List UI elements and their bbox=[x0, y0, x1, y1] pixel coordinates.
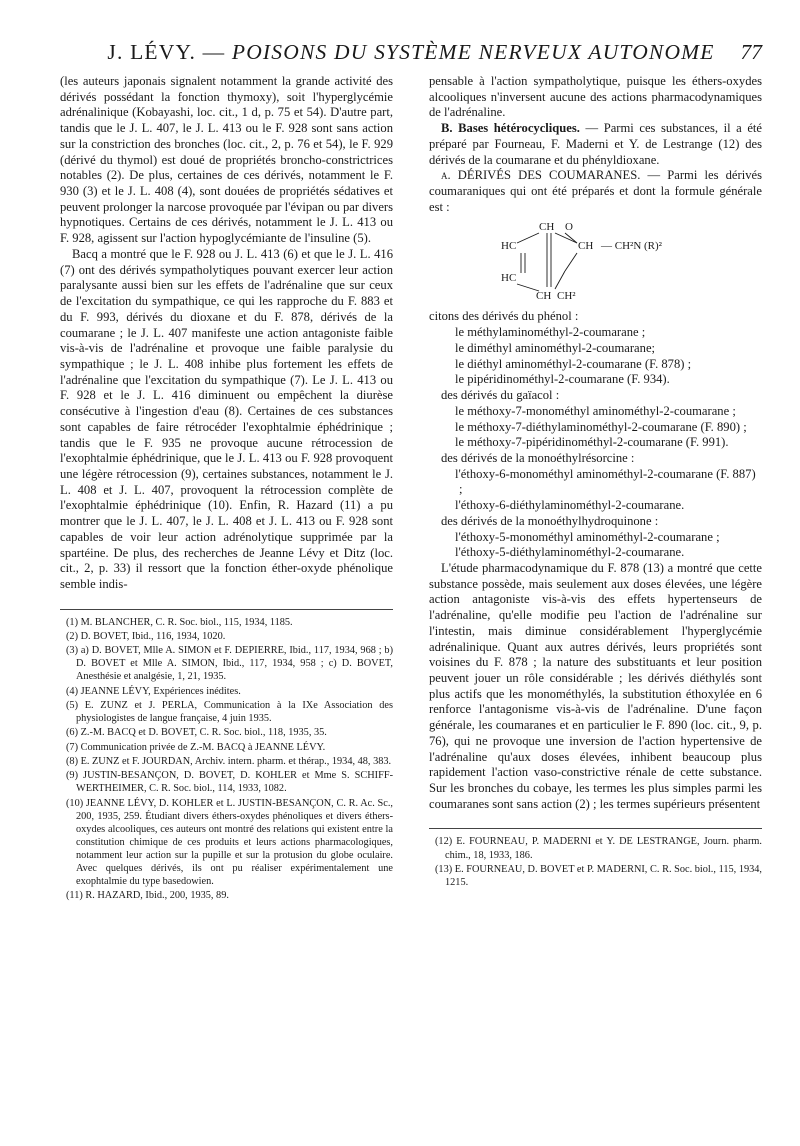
formula-hc-left: HC bbox=[501, 240, 517, 253]
right-column bbox=[429, 74, 762, 904]
right-body-text bbox=[429, 74, 762, 215]
list-item: le méthylaminométhyl-2-coumarane ; bbox=[455, 325, 646, 340]
footnote-11: (11) R. HAZARD, Ibid., 200, 1935, 89. bbox=[66, 890, 229, 902]
list-item: l'éthoxy-6-monométhyl aminométhyl-2-coumarane (F. 887) ; bbox=[455, 466, 756, 497]
left-paragraph-2: Bacq a montré que le F. 928 ou J. L. 413 (6) et que le J. L. 416 (7) ont des dérivés sympatholytiques pouvant exercer leur action paralysante aussi bien sur les effets de l'adrénaline que sur ceux de l'excitation du sympathique, ce qui les rapproche du F. 883 et du F. 993, dérivés du dioxane et du F. 878, dérivés de la coumarane ; le J. L. 407 manifeste une action antagoniste faible vis-à-vis de l'adrénaline et provoque une faible paralysie du sympathique ; le J. L. 408 inhibe plus fortement les effets de l'adrénaline que l'excitation du sympathique (7). Le J. L. 413 ou F. 928 et le J. L. 416 diminuent ou empêchent la diurèse consécutive à l'ingestion d'eau (8). Certaines de ces substances sont capables de faire rétrocéder l'exophtalmie éphédrinique ; tandis que le F. 935 ne provoque aucune rétrocession de l'exophtalmie éphédrinique, que le J. L. 413 ou F. 928 provoquent une légère rétrocession (9), certaines substances, notamment le J. L. 408 et J. L. 407, provoquent la rétrocession complète de l'exophtalmie éphédrinique (10). Enfin, R. Hazard (11) a pu montrer que le J. L. 407, le J. L. 408 et J. L. 413 ou F. 928 sont capables de voir leur action adrénolytique supprimée par la spartéine. De plus, des recherches de Jeanne Lévy et Ditz (loc. cit., 2, p. 33) il ressort que la fonction éther-oxyde phénolique semble indis- bbox=[60, 246, 393, 591]
two-column-body bbox=[60, 74, 762, 904]
formula-ch-top: CH bbox=[539, 221, 555, 234]
running-head-author: J. LÉVY. bbox=[107, 40, 197, 64]
subsection-a-text: — Parmi les dérivés coumaraniques qui ont été préparés et dont la formule générale est : bbox=[429, 168, 762, 214]
left-body-text bbox=[60, 74, 393, 593]
list-item: le diméthyl aminométhyl-2-coumarane; bbox=[455, 340, 656, 355]
footnote-5: (5) E. ZUNZ et J. PERLA, Communication à la IXe Association des physiologistes de langue française, 4 juin 1935. bbox=[66, 700, 393, 725]
footnote-8: (8) E. ZUNZ et F. JOURDAN, Archiv. intern. pharm. et thérap., 1934, 48, 383. bbox=[66, 755, 392, 767]
list-item: citons des dérivés du phénol : bbox=[429, 309, 579, 324]
formula-ch-right: CH bbox=[578, 240, 594, 253]
list-item: des dérivés de la monoéthylhydroquinone : bbox=[441, 513, 659, 528]
footnote-2: (2) D. BOVET, Ibid., 116, 1934, 1020. bbox=[66, 631, 226, 642]
formula-hc-bottom: HC bbox=[501, 272, 517, 285]
right-footnotes bbox=[429, 835, 762, 889]
running-head-separator: — bbox=[202, 40, 226, 64]
footnote-10: (10) JEANNE LÉVY, D. KOHLER et L. JUSTIN-BESANÇON, C. R. Ac. Sc., 200, 1935, 259. Étudiant divers éthers-oxydes phénoliques et divers éthers-oxydes alcooliques, ces auteurs ont montré des relations qui existent entre la constitution chimique de ces produits et leurs actions pharmacologiques, notamment leur action sur la pupille et sur la protusion du globe oculaire. Avec quelques dérivés, ils ont pu réaliser expérimentalement une exophtalmie du type basedowien. bbox=[66, 797, 393, 888]
formula-bonds bbox=[517, 233, 577, 291]
list-item: le méthoxy-7-pipéridinométhyl-2-coumarane (F. 991). bbox=[455, 435, 729, 450]
list-item: l'éthoxy-6-diéthylaminométhyl-2-coumarane. bbox=[455, 498, 685, 513]
footnote-6: (6) Z.-M. BACQ et D. BOVET, C. R. Soc. biol., 118, 1935, 35. bbox=[66, 727, 327, 739]
list-item: le diéthyl aminométhyl-2-coumarane (F. 878) ; bbox=[455, 356, 692, 371]
right-paragraph-2: L'étude pharmacodynamique du F. 878 (13) a montré que cette substance possède, mais seulement aux doses élevées, une légère action antagoniste vis-à-vis des effets hypertenseurs de l'adrénaline, qu'elle modifie peu l'action de l'adrénaline sur l'intestin, mais diminue considérablement l'hyperglycémie adrénalinique. Quant aux autres dérivés, leurs propriétés sont voisines du F. 878 ; la nature des substituants et leur position peuvent jouer un rôle considérable ; les dérivés diéthylés sont plus actifs que les monométhylés, la substitution éthoxylée en 6 renforce l'antagonisme vis-à-vis de l'adrénaline. D'une façon générale, les coumaranes et en particulier le F. 890 (loc. cit., 9, p. 76), qui ne provoque une inversion de l'action hypertensive de l'adrénaline qu'aux doses élevées, inhibent beaucoup plus rapidement l'action vaso-constrictive rénale de cette substance. Sur les bronches du cobaye, les termes les plus simples parmi les coumaranes sont sans action (2) ; les termes supérieurs présentent bbox=[429, 560, 762, 811]
formula-oxygen: O bbox=[565, 221, 573, 234]
footnote-12: (12) E. FOURNEAU, P. MADERNI et Y. DE LESTRANGE, Journ. pharm. chim., 18, 1933, 186. bbox=[435, 836, 762, 861]
list-item: le méthoxy-7-diéthylaminométhyl-2-coumarane (F. 890) ; bbox=[455, 419, 747, 434]
page-number: 77 bbox=[740, 40, 762, 64]
right-footnote-rule bbox=[429, 828, 762, 829]
footnote-9: (9) JUSTIN-BESANÇON, D. BOVET, D. KOHLER et Mme S. SCHIFF-WERTHEIMER, C. R. Soc. biol., 114, 1933, 1082. bbox=[66, 770, 393, 795]
formula-ch-bottom: CH bbox=[536, 290, 552, 303]
list-item: des dérivés de la monoéthylrésorcine : bbox=[441, 450, 635, 465]
right-body-text-2 bbox=[429, 561, 762, 813]
coumarane-structure-diagram bbox=[469, 219, 759, 305]
formula-ch2-bottom: CH² bbox=[557, 290, 576, 303]
list-item: le méthoxy-7-monométhyl aminométhyl-2-coumarane ; bbox=[455, 403, 736, 418]
footnote-7: (7) Communication privée de Z.-M. BACQ à JEANNE LÉVY. bbox=[66, 741, 326, 753]
formula-side-chain: — CH²N (R)² bbox=[601, 240, 662, 253]
running-head-title: POISONS DU SYSTÈME NERVEUX AUTONOME bbox=[231, 40, 715, 64]
left-paragraph-1: (les auteurs japonais signalent notamment la grande activité des dérivés possédant la fonction thymoxy), soit l'hyperglycémie adrénalinique (Kobayashi, loc. cit., 1 d, p. 75 et 54). D'autre part, tandis que le J. L. 407, le J. L. 413 ou le F. 928 sont sans action sur la constriction des bronches (loc. cit., 2, p. 76 et 54), le F. 929 (dérivé du thymol) est doué de propriétés broncho-constrictrices notables (2). De plus, certaines de ces dérivés, notamment le F. 930 (3) et le J. L. 408 (4), sont douées de propriétés sédatives et peuvent prolonger la narcose provoquée par l'évipan ou par divers hypnotiques. Certains de ces dérivés, notamment le J. L. 413 ou F. 928, agissent sur l'action hypoglycémiante de l'insuline (5). bbox=[60, 74, 393, 246]
left-footnotes bbox=[60, 616, 393, 903]
list-item: le pipéridinométhyl-2-coumarane (F. 934). bbox=[455, 372, 670, 387]
coumarane-formula bbox=[429, 219, 762, 305]
right-paragraph-1: pensable à l'action sympatholytique, puisque les éthers-oxydes alcooliques n'inversent aucune des actions pharmacodynamiques de l'adrénaline. bbox=[429, 74, 762, 120]
left-footnote-rule bbox=[60, 609, 393, 610]
section-b-paragraph bbox=[429, 121, 762, 168]
subsection-a-paragraph bbox=[429, 168, 762, 215]
footnote-4: (4) JEANNE LÉVY, Expériences inédites. bbox=[66, 685, 241, 697]
list-item: l'éthoxy-5-diéthylaminométhyl-2-coumarane. bbox=[455, 545, 685, 560]
footnote-13: (13) E. FOURNEAU, D. BOVET et P. MADERNI, C. R. Soc. biol., 115, 1934, 1215. bbox=[435, 863, 762, 888]
footnote-3: (3) a) D. BOVET, Mlle A. SIMON et F. DEPIERRE, Ibid., 117, 1934, 968 ; b) D. BOVET et Mlle A. SIMON, Ibid., 117, 1934, 958 ; c) D. BOVET, Anesthésie et analgésie, 1, 21, 1935. bbox=[66, 645, 393, 683]
list-item: des dérivés du gaïacol : bbox=[441, 388, 560, 403]
section-b-heading: B. Bases hétérocycliques. bbox=[441, 121, 580, 136]
left-column bbox=[60, 74, 393, 904]
subsection-a-heading: a. DÉRIVÉS DES COUMARANES. bbox=[441, 168, 641, 183]
footnote-1: (1) M. BLANCHER, C. R. Soc. biol., 115, 1934, 1185. bbox=[66, 616, 293, 628]
derivatives-list bbox=[429, 309, 762, 561]
list-item: l'éthoxy-5-monométhyl aminométhyl-2-coumarane ; bbox=[455, 529, 720, 544]
running-head bbox=[60, 40, 762, 74]
running-title bbox=[107, 40, 714, 64]
section-b-text: — Parmi ces substances, il a été préparé par Fourneau, F. Maderni et Y. de Lestrange (12) des dérivés de la coumarane et du phényldioxane. bbox=[429, 121, 763, 167]
